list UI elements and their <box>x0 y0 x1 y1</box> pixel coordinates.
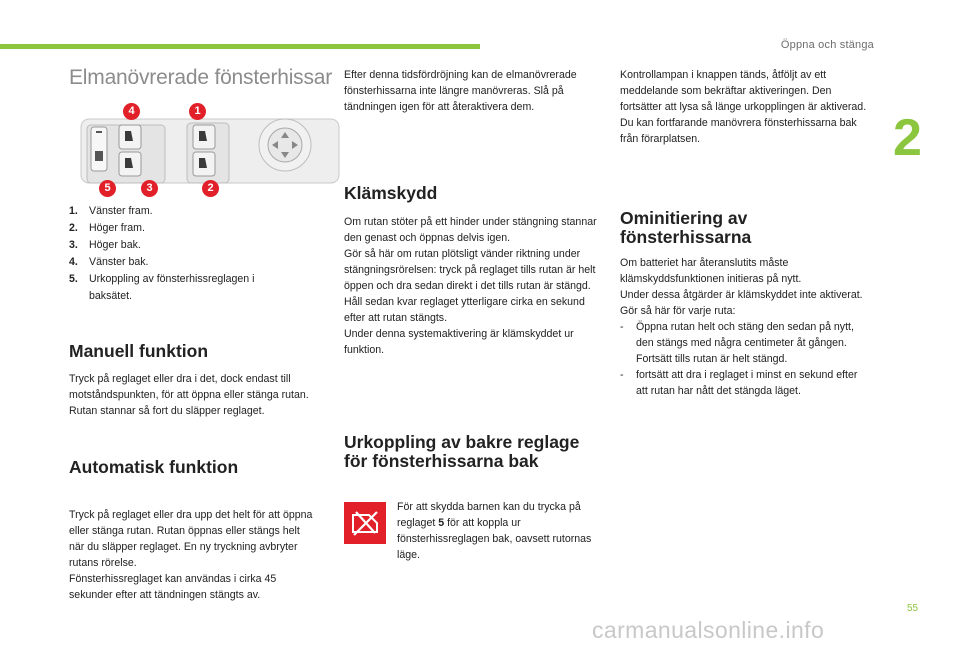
section-header: Öppna och stänga <box>780 39 874 51</box>
rear-heading: Urkoppling av bakre reglage för fönsterhissarna bak <box>344 432 580 471</box>
reinit-step: - fortsätt att dra i reglaget i minst en sekund efter att rutan har nått det stängda läget. <box>620 369 858 397</box>
legend-item: 1. Vänster fram. <box>69 205 153 217</box>
auto-body: Tryck på reglaget eller dra upp det helt för att öppna eller stänga rutan. Rutan öppnas eller stängs helt när du släpper reglaget. En ny tryckning avbryter rutans rörelse. Fönsterhissreglaget kan användas i cirka 45 sekunder efter att tändningen stängts av. <box>69 509 313 601</box>
reinit-body: Om batteriet har återanslutits måste klämskyddsfunktionen initieras på nytt. Under dessa åtgärder är klämskyddet inte aktiverat. Gör så här för varje ruta: - Öppna rutan helt och stäng den sedan på nytt, den stängs med några centimeter åt gången. Fortsätt tills rutan är helt stängd. - fortsätt att dra i reglaget i minst en sekund efter att rutan har nått det stängda läget. <box>620 255 870 399</box>
pinch-heading: Klämskydd <box>344 183 438 203</box>
window-lock-icon <box>344 502 386 544</box>
legend-item: 4. Vänster bak. <box>69 256 149 268</box>
legend-item: 2. Höger fram. <box>69 222 145 234</box>
page-title: Elmanövrerade fönsterhissar <box>69 66 333 89</box>
callout-5: 5 <box>99 180 116 197</box>
callout-1: 1 <box>189 103 206 120</box>
callout-3: 3 <box>141 180 158 197</box>
col3-intro: Kontrollampan i knappen tänds, åtföljt av ett meddelande som bekräftar aktiveringen. Den fortsätter att lysa så länge urkopplingen är aktiverad. Du kan fortfarande manövrera fönsterhissarna bak från förarplatsen. <box>620 69 867 145</box>
legend-item: 3. Höger bak. <box>69 239 141 251</box>
header-accent-bar <box>0 44 480 49</box>
manual-heading: Manuell funktion <box>69 341 209 361</box>
window-switch-figure <box>79 101 341 197</box>
pinch-body: Om rutan stöter på ett hinder under stängning stannar den genast och öppnas delvis igen. Gör så här om rutan plötsligt vänder riktning under stängningsrörelsen: tryck på reglaget tills rutan är helt öppen och dra sedan direkt i det tills rutan är stängd. Håll sedan kvar reglaget ytterligare cirka en sekund efter att rutan stängts. Under denna systemaktivering är klämskyddet ur funktion. <box>344 216 597 356</box>
reinit-heading: Ominitiering av fönsterhissarna <box>620 208 752 247</box>
legend-item: 5. Urkoppling av fönsterhissreglagen i baksätet. <box>69 273 255 302</box>
manual-body: Tryck på reglaget eller dra i det, dock endast till motståndspunkten, för att öppna eller stänga rutan. Rutan stannar så fort du släpper reglaget. <box>69 373 309 417</box>
rear-body: För att skydda barnen kan du trycka på reglaget 5 för att koppla ur fönsterhissreglagen bak, oavsett rutornas läge. <box>397 501 592 561</box>
figure-legend <box>69 203 301 305</box>
page-number: 55 <box>907 603 919 614</box>
col2-intro: Efter denna tidsfördröjning kan de elmanövrerade fönsterhissarna inte längre manövreras. Slå på tändningen igen för att återaktivera dem. <box>344 69 577 113</box>
watermark: carmanualsonline.info <box>592 617 825 643</box>
callout-2: 2 <box>202 180 219 197</box>
auto-heading: Automatisk funktion <box>69 457 239 477</box>
callout-4: 4 <box>123 103 140 120</box>
chapter-number: 2 <box>893 109 922 167</box>
reinit-step: - Öppna rutan helt och stäng den sedan på nytt, den stängs med några centimeter åt gången. Fortsätt tills rutan är helt stängd. <box>620 321 854 365</box>
child-lock-button-icon <box>344 502 386 544</box>
